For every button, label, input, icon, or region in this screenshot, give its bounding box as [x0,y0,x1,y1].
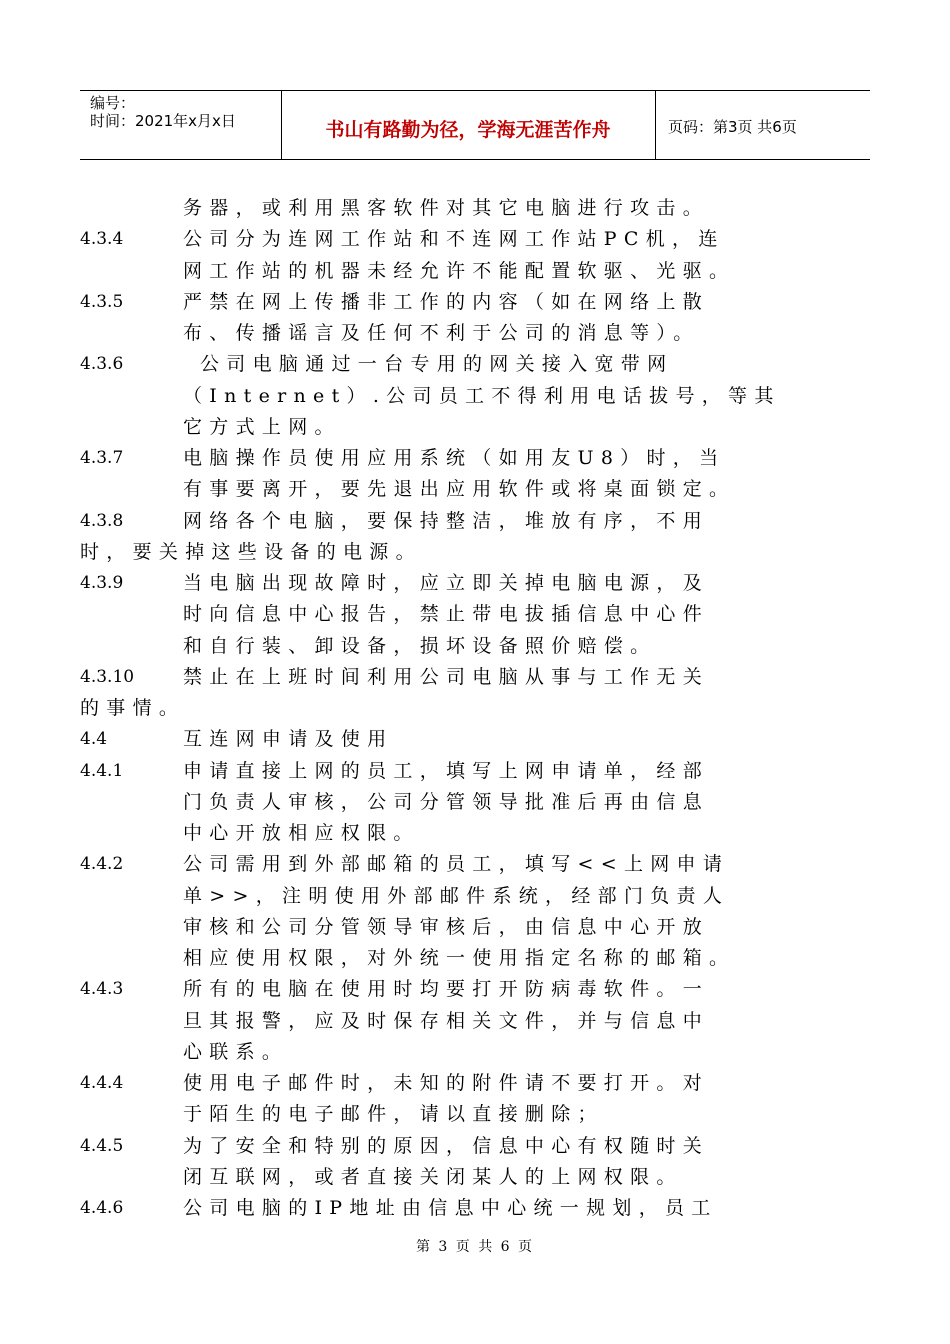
section-number: 4.4.1 [80,760,124,781]
line-text: 相应使用权限，对外统一使用指定名称的邮箱。 [183,947,736,969]
text-line [0,787,950,818]
line-text: 使用电子邮件时，未知的附件请不要打开。对 [183,1072,710,1094]
text-line [0,474,950,505]
line-text: 网工作站的机器未经允许不能配置软驱、光驱。 [183,259,736,282]
text-line [0,506,950,537]
text-line [0,443,950,474]
section-number: 4.4.3 [80,979,124,1000]
line-text: 禁止在上班时间利用公司电脑从事与工作无关 [183,665,710,688]
text-line [0,631,950,662]
line-text: 公司电脑通过一台专用的网关接入宽带网 [200,353,674,376]
page-header [80,90,870,160]
line-text: 申请直接上网的员工，填写上网申请单，经部 [183,759,710,782]
line-text: 公司电脑的IP地址由信息中心统一规划，员工 [183,1197,718,1219]
line-text: （Internet）.公司员工不得利用电话拔号，等其 [183,384,781,407]
section-number: 4.3.5 [80,291,124,312]
text-line [0,381,950,412]
line-text: 的事情。 [80,697,186,719]
line-text: 心联系。 [183,1040,289,1063]
text-line [0,224,950,255]
line-text: 务器，或利用黑客软件对其它电脑进行攻击。 [183,197,710,219]
line-text: 时向信息中心报告，禁止带电拔插信息中心件 [183,603,710,626]
header-motto: 书山有路勤为径，学海无涯苦作舟 [325,119,611,141]
text-line [0,318,950,349]
text-line [0,193,950,224]
line-text: 单>>，注明使用外部邮件系统，经部门负责人 [183,884,730,907]
text-line [0,287,950,318]
text-line [0,662,950,693]
section-number: 4.3.10 [80,666,135,687]
text-line [0,1193,950,1224]
line-text: 闭互联网，或者直接关闭某人的上网权限。 [183,1165,683,1188]
text-line [0,881,950,912]
text-line [0,974,950,1005]
text-line [0,818,950,849]
page-footer: 第 3 页 共 6 页 [415,1239,535,1255]
section-number: 4.3.8 [80,510,124,531]
text-line [0,693,950,724]
text-line [0,1006,950,1037]
line-text: 审核和公司分管领导审核后，由信息中心开放 [183,915,710,938]
text-line [0,568,950,599]
text-line [0,412,950,443]
line-text: 电脑操作员使用应用系统（如用友U8）时，当 [183,447,726,469]
section-number: 4.3.6 [80,354,124,375]
line-text: 公司分为连网工作站和不连网工作站PC机，连 [183,228,725,251]
line-text: 当电脑出现故障时，应立即关掉电脑电源，及 [183,572,710,594]
header-divider [655,91,656,159]
line-text: 互连网申请及使用 [183,728,394,751]
text-line [0,912,950,943]
text-line [0,537,950,568]
line-text: 所有的电脑在使用时均要打开防病毒软件。一 [183,978,710,1001]
text-line [0,256,950,287]
line-text: 和自行装、卸设备，损坏设备照价赔偿。 [183,634,657,657]
section-number: 4.4 [80,729,108,750]
text-line [0,349,950,380]
document-time-label: 时间：2021年x月x日 [90,112,236,130]
line-text: 公司需用到外部邮箱的员工，填写<<上网申请 [183,853,730,876]
text-line [0,1037,950,1068]
section-number: 4.4.5 [80,1135,124,1156]
text-line [0,943,950,974]
line-text: 时，要关掉这些设备的电源。 [80,540,422,563]
line-text: 中心开放相应权限。 [183,822,420,844]
text-line [0,1162,950,1193]
line-text: 布、传播谣言及任何不利于公司的消息等）。 [183,322,700,344]
document-number-label: 编号： [90,94,136,112]
line-text: 有事要离开，要先退出应用软件或将桌面锁定。 [183,478,736,501]
line-text: 于陌生的电子邮件，请以直接删除； [183,1103,604,1126]
header-page-number: 页码：第3页 共6页 [668,118,797,136]
text-line [0,1099,950,1130]
line-text: 为了安全和特别的原因，信息中心有权随时关 [183,1134,710,1157]
section-number: 4.4.6 [80,1198,124,1218]
line-text: 门负责人审核，公司分管领导批准后再由信息 [183,790,710,813]
header-meta [90,94,236,130]
text-line [0,724,950,755]
text-line [0,756,950,787]
line-text: 它方式上网。 [183,415,341,438]
line-text: 旦其报警，应及时保存相关文件，并与信息中 [183,1009,710,1032]
text-line [0,849,950,880]
text-line [0,1068,950,1099]
line-text: 严禁在网上传播非工作的内容（如在网络上散 [183,290,710,313]
section-number: 4.3.4 [80,229,124,250]
section-number: 4.4.2 [80,854,124,875]
section-number: 4.4.4 [80,1073,124,1093]
section-number: 4.3.9 [80,573,124,593]
section-number: 4.3.7 [80,448,124,468]
text-line [0,1131,950,1162]
line-text: 网络各个电脑，要保持整洁，堆放有序，不用 [183,509,710,532]
text-line [0,599,950,630]
